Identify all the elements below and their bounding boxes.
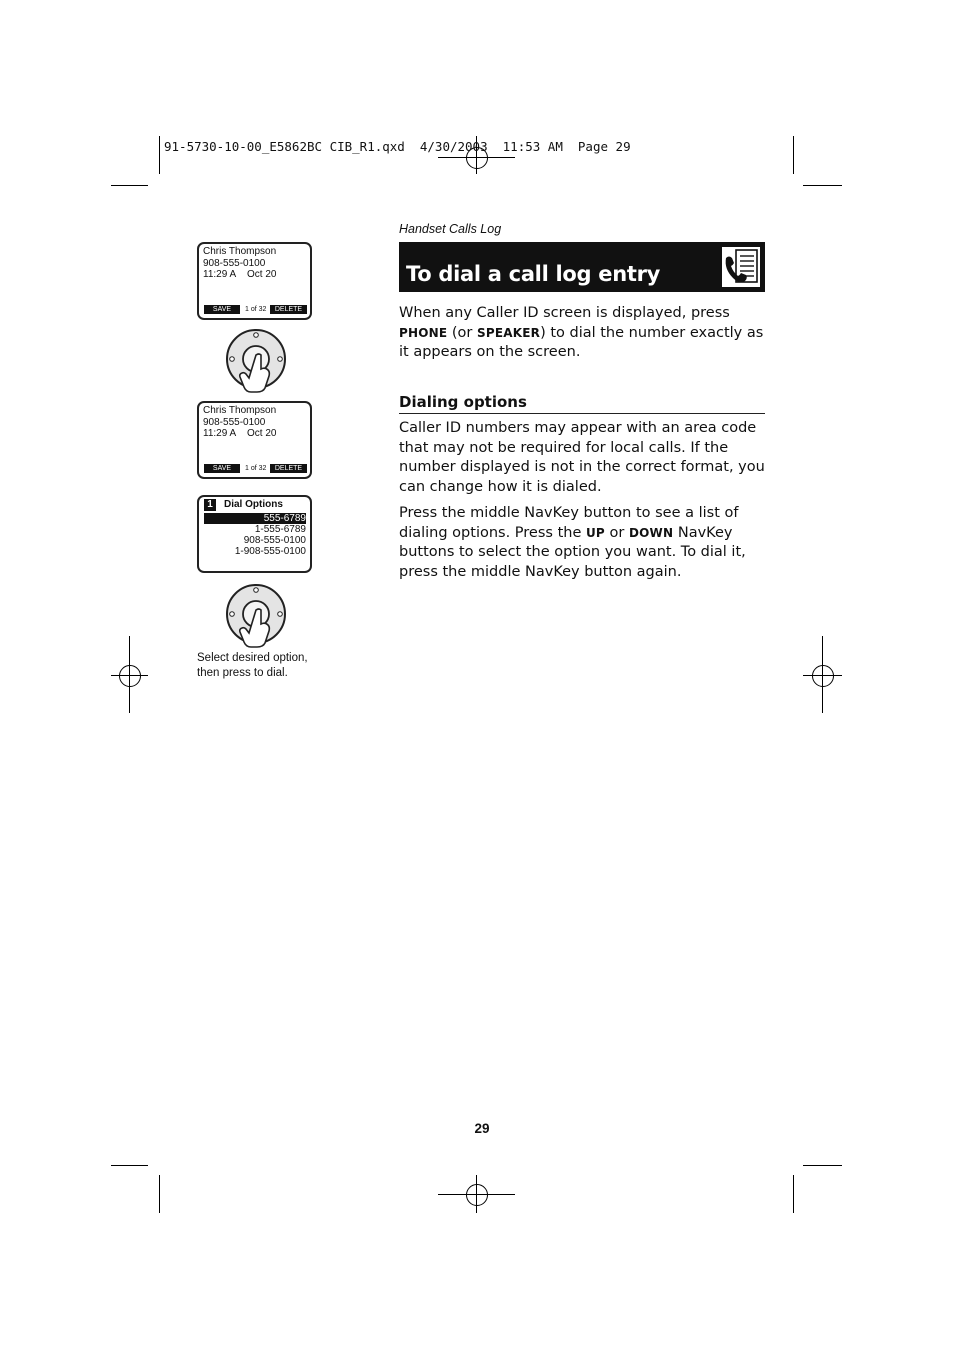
caller-name: Chris Thompson xyxy=(203,246,277,257)
dialing-options-paragraph-1: Caller ID numbers may appear with an area code that may not be required for local calls. If the number displayed is not in the correct format, you can change how it is dialed. xyxy=(399,420,765,495)
section-label: Handset Calls Log xyxy=(399,222,502,236)
crop-mark-bottom-right-v xyxy=(793,1175,794,1213)
entry-count: 1 of 32 xyxy=(245,306,267,313)
dial-option: 1-555-6789 xyxy=(254,524,306,535)
crop-mark-bottom-right-h xyxy=(803,1165,842,1166)
dialing-options-paragraph-2: Press the middle NavKey button to see a list of dialing options. Press the UP or DOWN NavKey buttons to select the option you want. To dial it, press the middle NavKey button again. xyxy=(399,505,746,580)
call-time: 11:29 A xyxy=(203,428,237,439)
dial-option: 1-908-555-0100 xyxy=(234,546,306,557)
delete-softkey: DELETE xyxy=(270,464,307,473)
option-number-badge: 1 xyxy=(204,499,216,511)
caller-number: 908-555-0100 xyxy=(203,258,266,269)
dial-options-header: Dial Options xyxy=(224,499,283,510)
dial-option-selected: 555-6789 xyxy=(204,513,306,524)
call-log-phone-icon xyxy=(722,247,760,287)
call-date: Oct 20 xyxy=(247,428,277,439)
call-time: 11:29 A xyxy=(203,269,237,280)
navkey-press-icon-2 xyxy=(221,580,291,650)
crop-mark-top-left-h xyxy=(111,185,148,186)
entry-count: 1 of 32 xyxy=(245,465,267,472)
phone-key-label: PHONE xyxy=(399,325,448,340)
call-date: Oct 20 xyxy=(247,269,277,280)
save-softkey: SAVE xyxy=(204,464,240,473)
page-title: To dial a call log entry xyxy=(406,262,661,286)
crop-mark-bottom-left-h xyxy=(111,1165,148,1166)
dial-options-screen xyxy=(197,495,312,573)
slug-line: 91-5730-10-00_E5862BC CIB_R1.qxd 4/30/2003 11:53 AM Page 29 xyxy=(164,139,631,154)
dialing-options-heading: Dialing options xyxy=(399,393,765,414)
page-number: 29 xyxy=(474,1121,490,1136)
crop-mark-top-left-v xyxy=(159,136,160,174)
dial-option: 908-555-0100 xyxy=(243,535,306,546)
caller-id-screen-2 xyxy=(197,401,312,479)
intro-paragraph: When any Caller ID screen is displayed, press PHONE (or SPEAKER) to dial the number exactly as it appears on the screen. xyxy=(399,305,764,360)
up-key-label: UP xyxy=(585,525,605,540)
save-softkey: SAVE xyxy=(204,305,240,314)
navkey-press-icon-1 xyxy=(221,325,291,395)
caller-number: 908-555-0100 xyxy=(203,417,266,428)
crop-mark-top-right-h xyxy=(803,185,842,186)
speaker-key-label: SPEAKER xyxy=(477,325,541,340)
caller-id-screen-1 xyxy=(197,242,312,320)
down-key-label: DOWN xyxy=(629,525,674,540)
navkey-caption: Select desired option, then press to dial. xyxy=(197,652,308,679)
caller-name: Chris Thompson xyxy=(203,405,277,416)
delete-softkey: DELETE xyxy=(270,305,307,314)
crop-mark-top-right-v xyxy=(793,136,794,174)
crop-mark-bottom-left-v xyxy=(159,1175,160,1213)
title-bar xyxy=(399,242,765,292)
